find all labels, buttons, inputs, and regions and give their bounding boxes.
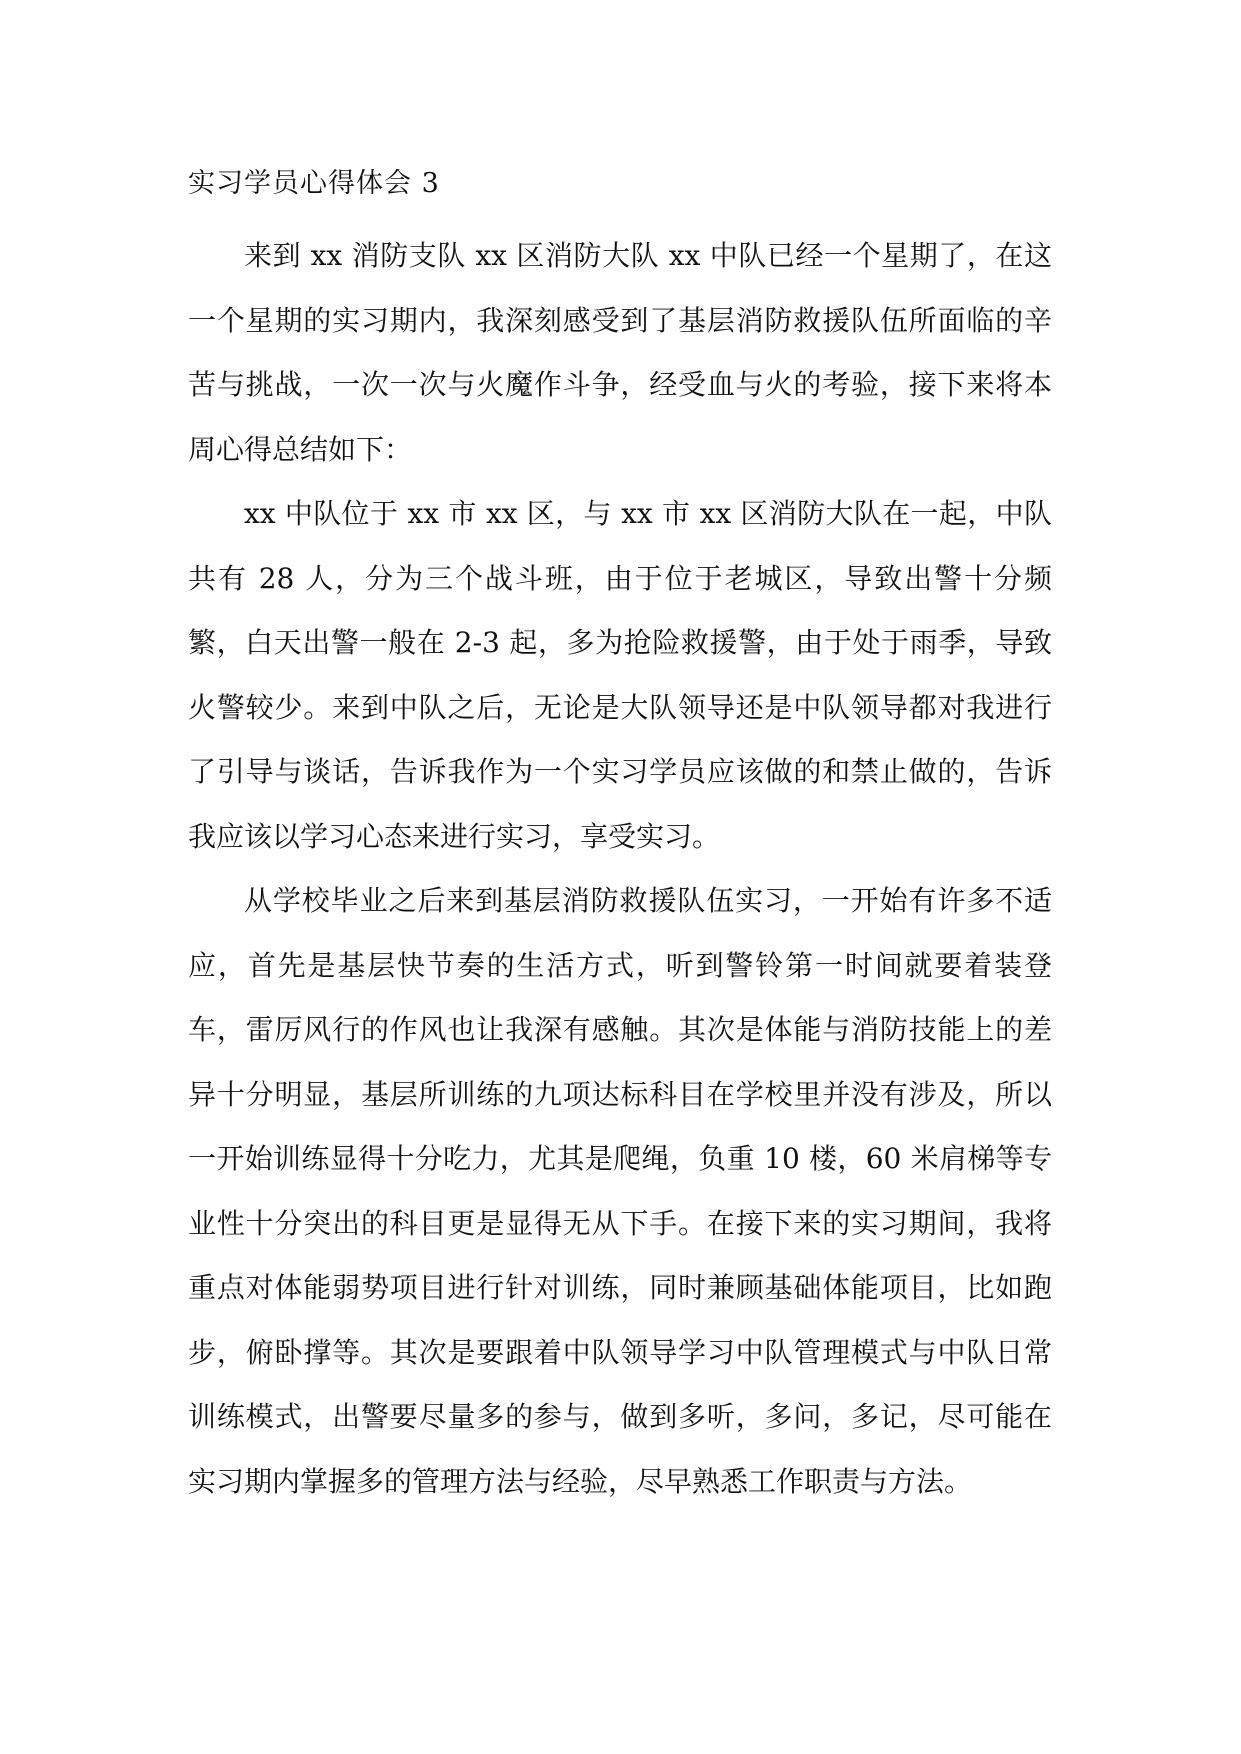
document-title: 实习学员心得体会 3	[188, 168, 440, 199]
paragraph-2: xx 中队位于 xx 市 xx 区，与 xx 市 xx 区消防大队在一起，中队共有 28 人，分为三个战斗班，由于位于老城区，导致出警十分频繁，白天出警一般在 2-3 起，多为抢险救援警，由于处于雨季，导致火警较少。来到中队之后，无论是大队领导还是中队领导都对我进行了引导与谈话，告诉我作为一个实习学员应该做的和禁止做的，告诉我应该以学习心态来进行实习，享受实习。	[188, 497, 1052, 853]
paragraph-3: 从学校毕业之后来到基层消防救援队伍实习，一开始有许多不适应，首先是基层快节奏的生活方式，听到警铃第一时间就要着装登车，雷厉风行的作风也让我深有感触。其次是体能与消防技能上的差异十分明显，基层所训练的九项达标科目在学校里并没有涉及，所以一开始训练显得十分吃力，尤其是爬绳，负重 10 楼，60 米肩梯等专业性十分突出的科目更是显得无从下手。在接下来的实习期间，我将重点对体能弱势项目进行针对训练，同时兼顾基础体能项目，比如跑步，俯卧撑等。其次是要跟着中队领导学习中队管理模式与中队日常训练模式，出警要尽量多的参与，做到多听，多问，多记，尽可能在实习期内掌握多的管理方法与经验，尽早熟悉工作职责与方法。	[188, 884, 1052, 1498]
paragraph-1: 来到 xx 消防支队 xx 区消防大队 xx 中队已经一个星期了，在这一个星期的实习期内，我深刻感受到了基层消防救援队伍所面临的辛苦与挑战，一次一次与火魔作斗争，经受血与火的考验，接下来将本周心得总结如下：	[188, 239, 1052, 466]
document-body	[188, 224, 1052, 1514]
